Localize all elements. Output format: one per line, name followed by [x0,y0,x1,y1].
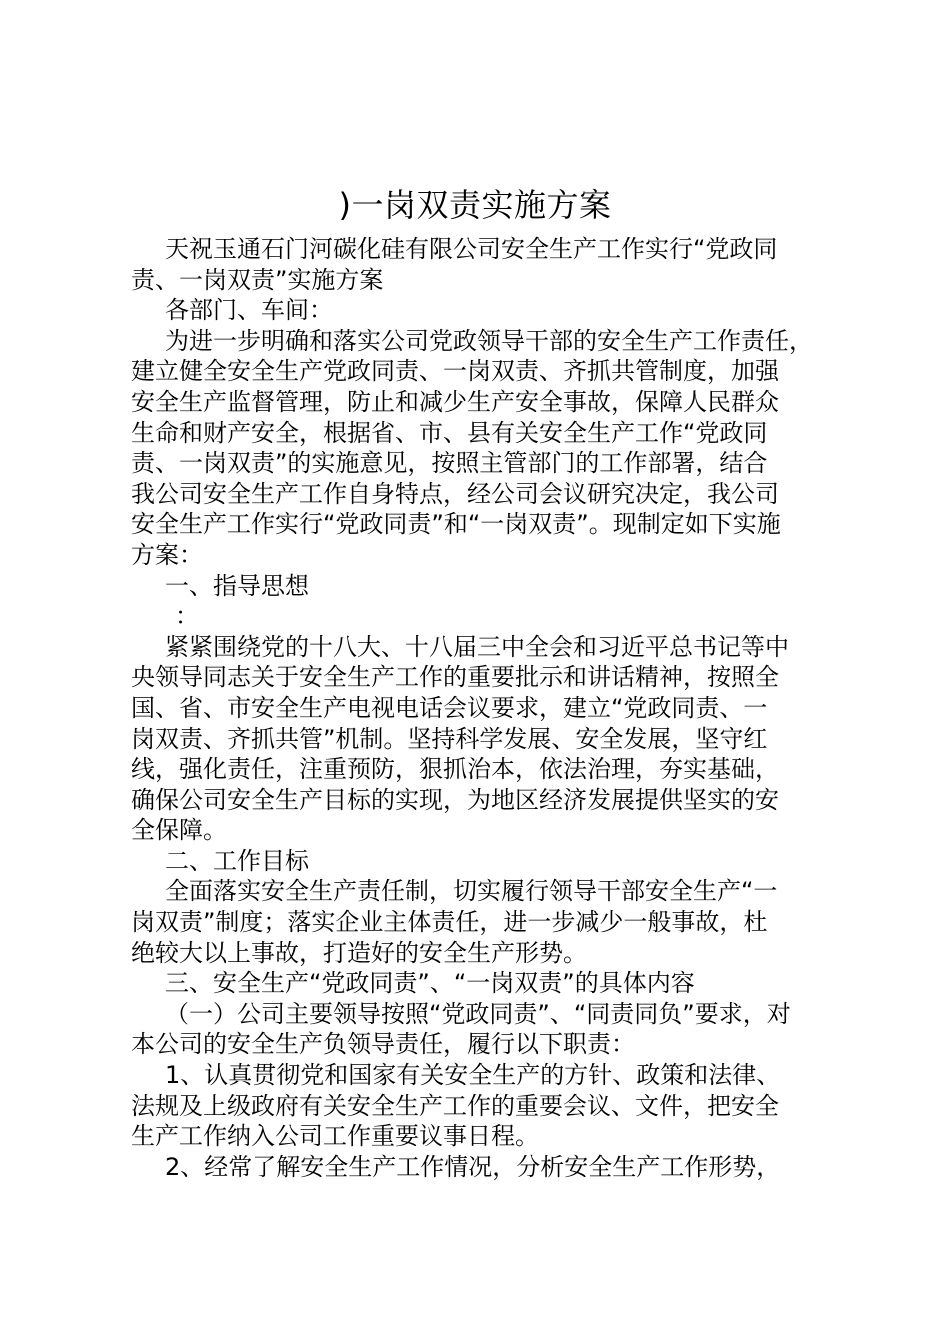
section-heading: 三、安全生产“党政同责”、“一岗双责”的具体内容 [165,969,695,998]
body-line: 岗双责”制度；落实企业主体责任，进一步减少一般事故，杜 [131,908,768,937]
body-line: 央领导同志关于安全生产工作的重要批示和讲话精神，按照全 [131,663,779,692]
body-line: 生命和财产安全，根据省、市、县有关安全生产工作“党政同 [131,418,768,447]
body-line: 责、一岗双责”实施方案 [131,265,384,294]
body-line: 责、一岗双责”的实施意见，按照主管部门的工作部署，结合 [131,449,768,478]
body-line: 为进一步明确和落实公司党政领导干部的安全生产工作责任， [165,326,813,355]
body-line: 1、认真贯彻党和国家有关安全生产的方针、政策和法律、 [165,1061,781,1090]
section-heading: 二、工作目标 [165,846,309,875]
section-heading: 一、指导思想 [165,571,309,600]
body-line: 本公司的安全生产负领导责任，履行以下职责： [131,1030,635,1059]
body-line: 全保障。 [131,816,227,845]
body-line: 2、经常了解安全生产工作情况，分析安全生产工作形势， [165,1152,781,1181]
body-line: 安全生产工作实行“党政同责”和“一岗双责”。现制定如下实施 [131,510,781,539]
body-line: 全面落实安全生产责任制，切实履行领导干部安全生产“一 [165,877,778,906]
body-line: 国、省、市安全生产电视电话会议要求，建立“党政同责、一 [131,693,768,722]
body-line: 法规及上级政府有关安全生产工作的重要会议、文件，把安全 [131,1091,779,1120]
document-title: )一岗双责实施方案 [338,186,612,224]
body-line: 岗双责、齐抓共管”机制。坚持科学发展、安全发展，坚守红 [131,724,768,753]
body-line: 线，强化责任，注重预防，狠抓治本，依法治理，夯实基础， [131,755,779,784]
body-line: （一）公司主要领导按照“党政同责”、“同责同负”要求，对 [165,999,791,1028]
body-line: 安全生产监督管理，防止和减少生产安全事故，保障人民群众 [131,387,779,416]
document-body [131,234,831,1182]
body-line: 我公司安全生产工作自身特点，经公司会议研究决定，我公司 [131,479,779,508]
body-line: 紧紧围绕党的十八大、十八届三中全会和习近平总书记等中 [165,632,789,661]
body-line: 确保公司安全生产目标的实现，为地区经济发展提供坚实的安 [131,785,779,814]
body-line: 各部门、车间： [165,296,333,325]
body-line: 生产工作纳入公司工作重要议事日程。 [131,1122,539,1151]
body-line: 天祝玉通石门河碳化硅有限公司安全生产工作实行“党政同 [165,235,778,263]
body-line: ： [175,602,199,631]
body-line: 方案： [131,540,203,569]
body-line: 建立健全安全生产党政同责、一岗双责、齐抓共管制度，加强 [131,357,779,386]
body-line: 绝较大以上事故，打造好的安全生产形势。 [131,938,587,967]
